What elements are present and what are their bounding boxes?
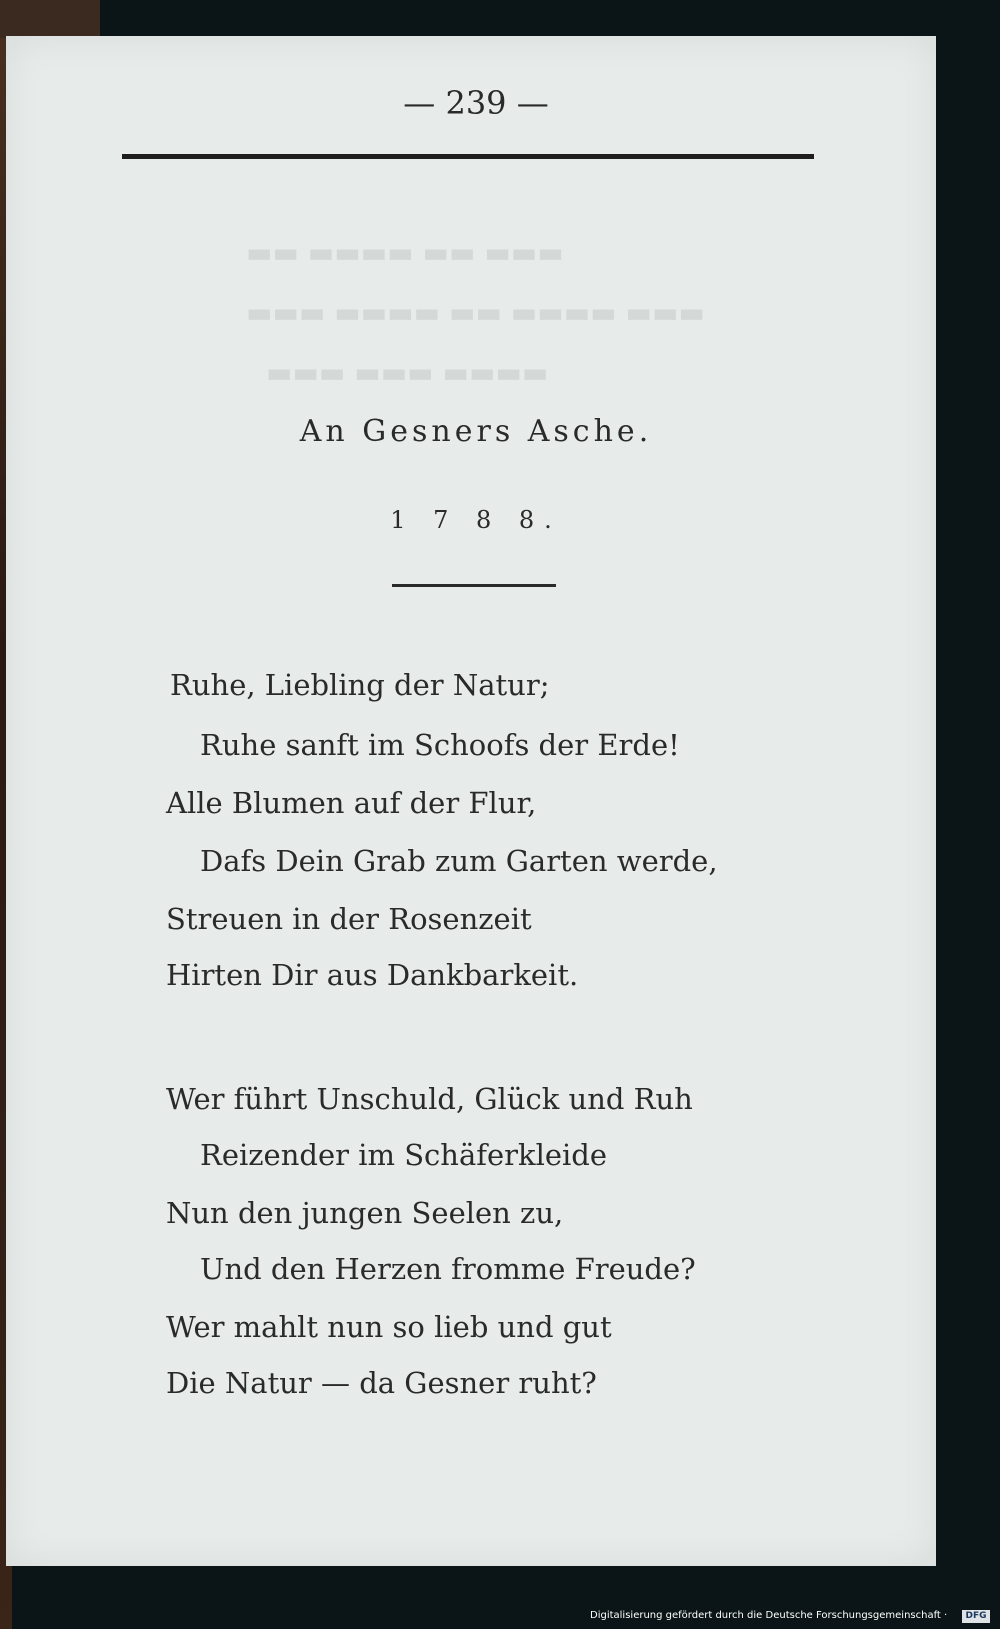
title-rule [392,584,556,587]
show-through-text: ▬▬▬ ▬▬▬ ▬▬▬▬ [266,356,549,389]
page-number: — 239 — [403,84,549,122]
poem-line: Und den Herzen fromme Freude? [200,1252,696,1286]
poem-line: Wer führt Unschuld, Glück und Ruh [166,1082,693,1116]
show-through-text: ▬▬▬ ▬▬▬▬ ▬▬ ▬▬▬▬ ▬▬▬ [246,296,705,329]
dfg-logo: DFG [962,1610,990,1623]
poem-line: Wer mahlt nun so lieb und gut [166,1310,612,1344]
poem-line: Ruhe, Liebling der Natur; [170,668,550,702]
poem-line: Die Natur — da Gesner ruht? [166,1366,597,1400]
poem-line: Ruhe sanft im Schoofs der Erde! [200,728,680,762]
poem-line: Hirten Dir aus Dankbarkeit. [166,958,579,992]
poem-year: 1 7 8 8. [390,506,562,534]
poem-line: Dafs Dein Grab zum Garten werde, [200,844,718,878]
header-rule [122,154,814,159]
poem-line: Nun den jungen Seelen zu, [166,1196,564,1230]
poem-title: An Gesners Asche. [299,414,653,449]
poem-line: Streuen in der Rosenzeit [166,902,532,936]
show-through-text: ▬▬ ▬▬▬▬ ▬▬ ▬▬▬ [246,236,564,269]
book-page [6,36,936,1566]
poem-line: Alle Blumen auf der Flur, [166,786,537,820]
poem-line: Reizender im Schäferkleide [200,1138,608,1172]
book-edge [0,0,100,38]
digitization-credit: Digitalisierung gefördert durch die Deutsche Forschungsgemeinschaft · [590,1610,948,1621]
